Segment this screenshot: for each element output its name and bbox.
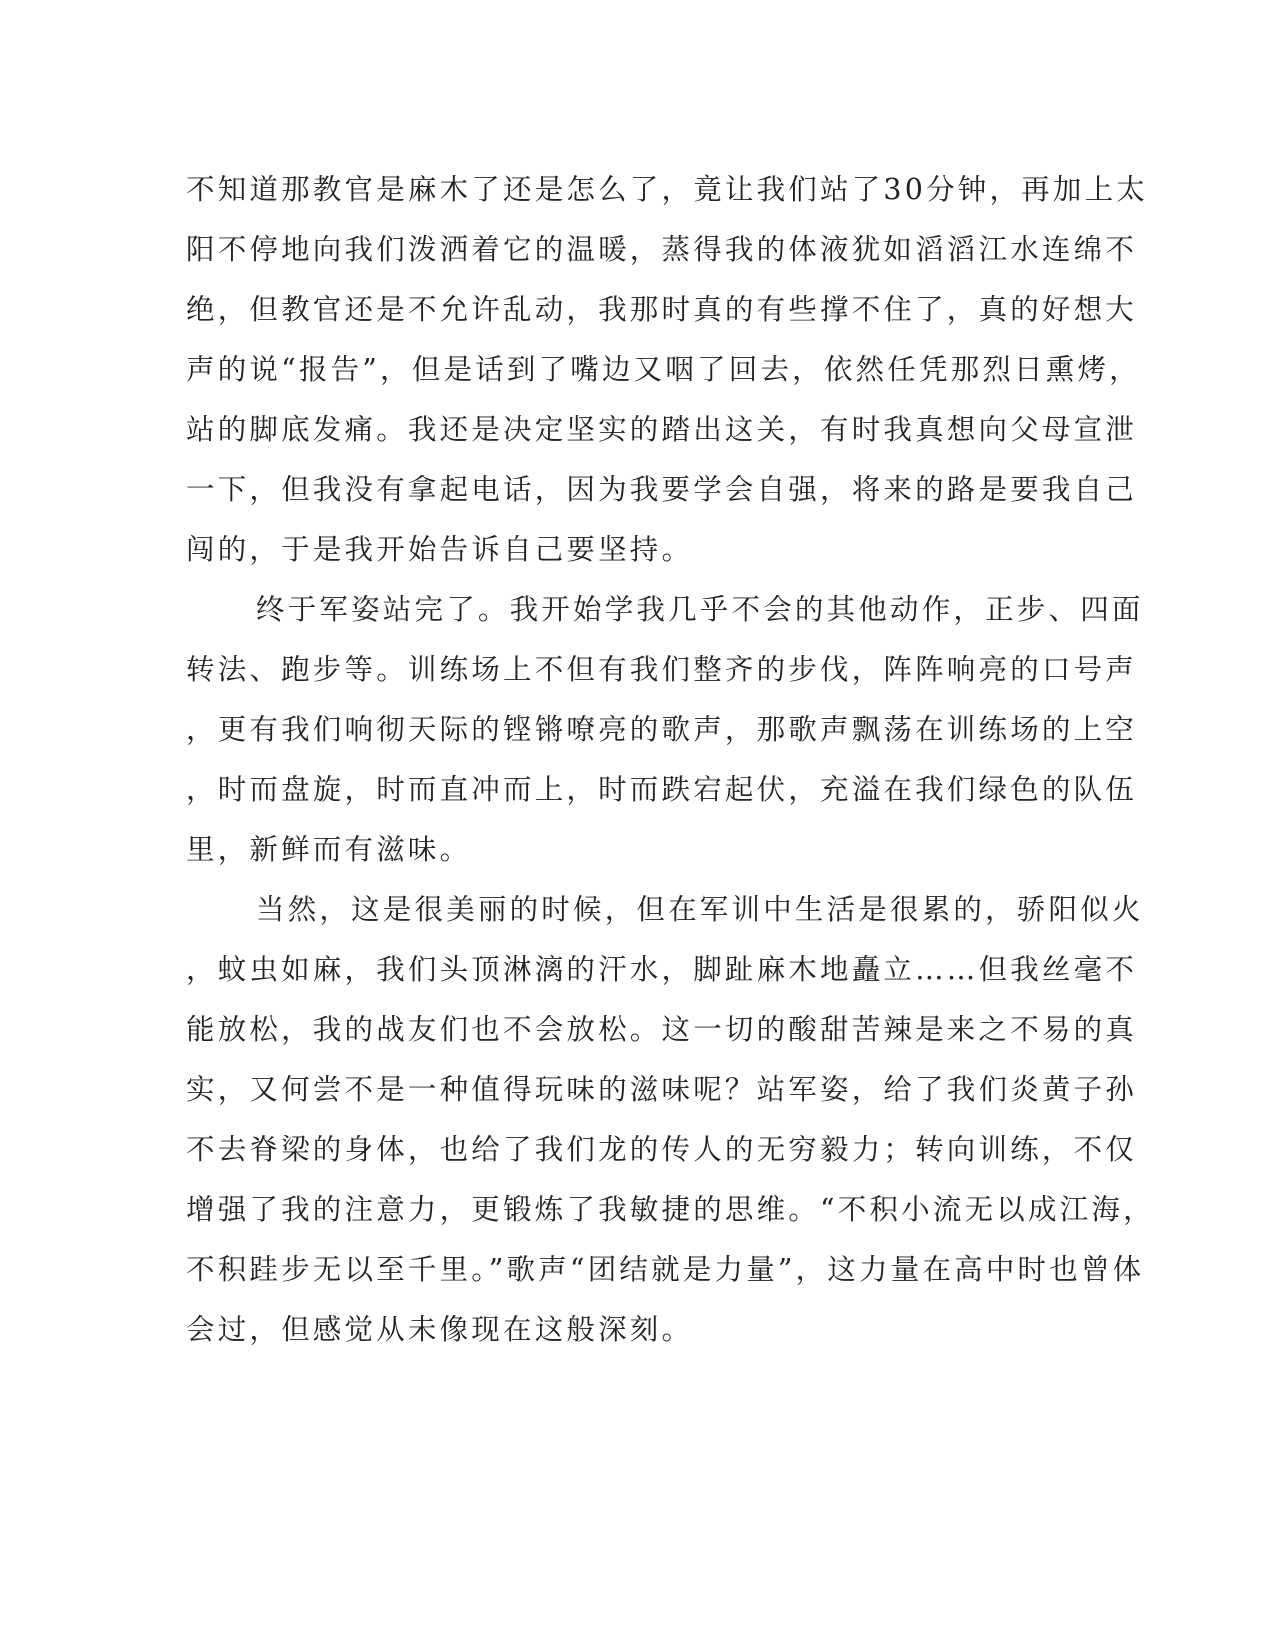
- text-line: 闯的，于是我开始告诉自己要坚持。: [186, 533, 694, 566]
- text-line: 不去脊梁的身体，也给了我们龙的传人的无穷毅力；转向训练，不仅: [186, 1133, 1138, 1166]
- paragraph-3: [186, 880, 1155, 1360]
- text-line: 一下，但我没有拿起电话，因为我要学会自强，将来的路是要我自己: [186, 473, 1138, 506]
- text-line: 当然，这是很美丽的时候，但在军训中生活是很累的，骄阳似火: [256, 893, 1144, 926]
- text-line: 里，新鲜而有滋味。: [186, 833, 472, 866]
- text-line: 转法、跑步等。训练场上不但有我们整齐的步伐，阵阵响亮的口号声: [186, 653, 1138, 686]
- text-line: 会过，但感觉从未像现在这般深刻。: [186, 1313, 694, 1346]
- text-line: 增强了我的注意力，更锻炼了我敏捷的思维。“不积小流无以成江海，: [186, 1193, 1155, 1226]
- body-text: [186, 160, 1155, 1360]
- text-line: 能放松，我的战友们也不会放松。这一切的酸甜苦辣是来之不易的真: [186, 1013, 1138, 1046]
- text-line: 实，又何尝不是一种值得玩味的滋味呢？站军姿，给了我们炎黄子孙: [186, 1073, 1138, 1106]
- text-line: 不积跬步无以至千里。”歌声“团结就是力量”，这力量在高中时也曾体: [186, 1253, 1145, 1286]
- paragraph-1: [186, 160, 1148, 580]
- text-line: 阳不停地向我们泼洒着它的温暖，蒸得我的体液犹如滔滔江水连绵不: [186, 233, 1138, 266]
- text-line: 不知道那教官是麻木了还是怎么了，竟让我们站了30分钟，再加上太: [186, 173, 1148, 206]
- text-line: 绝，但教官还是不允许乱动，我那时真的有些撑不住了，真的好想大: [186, 293, 1138, 326]
- text-line: 站的脚底发痛。我还是决定坚实的踏出这关，有时我真想向父母宣泄: [186, 413, 1138, 446]
- text-line: ，蚊虫如麻，我们头顶淋漓的汗水，脚趾麻木地矗立……但我丝毫不: [186, 953, 1138, 986]
- text-line: ，更有我们响彻天际的铿锵嘹亮的歌声，那歌声飘荡在训练场的上空: [186, 713, 1138, 746]
- text-line: 声的说“报告”，但是话到了嘴边又咽了回去，依然任凭那烈日熏烤，: [186, 353, 1141, 386]
- text-line: 终于军姿站完了。我开始学我几乎不会的其他动作，正步、四面: [256, 593, 1144, 626]
- text-line: ，时而盘旋，时而直冲而上，时而跌宕起伏，充溢在我们绿色的队伍: [186, 773, 1138, 806]
- paragraph-2: [186, 580, 1144, 880]
